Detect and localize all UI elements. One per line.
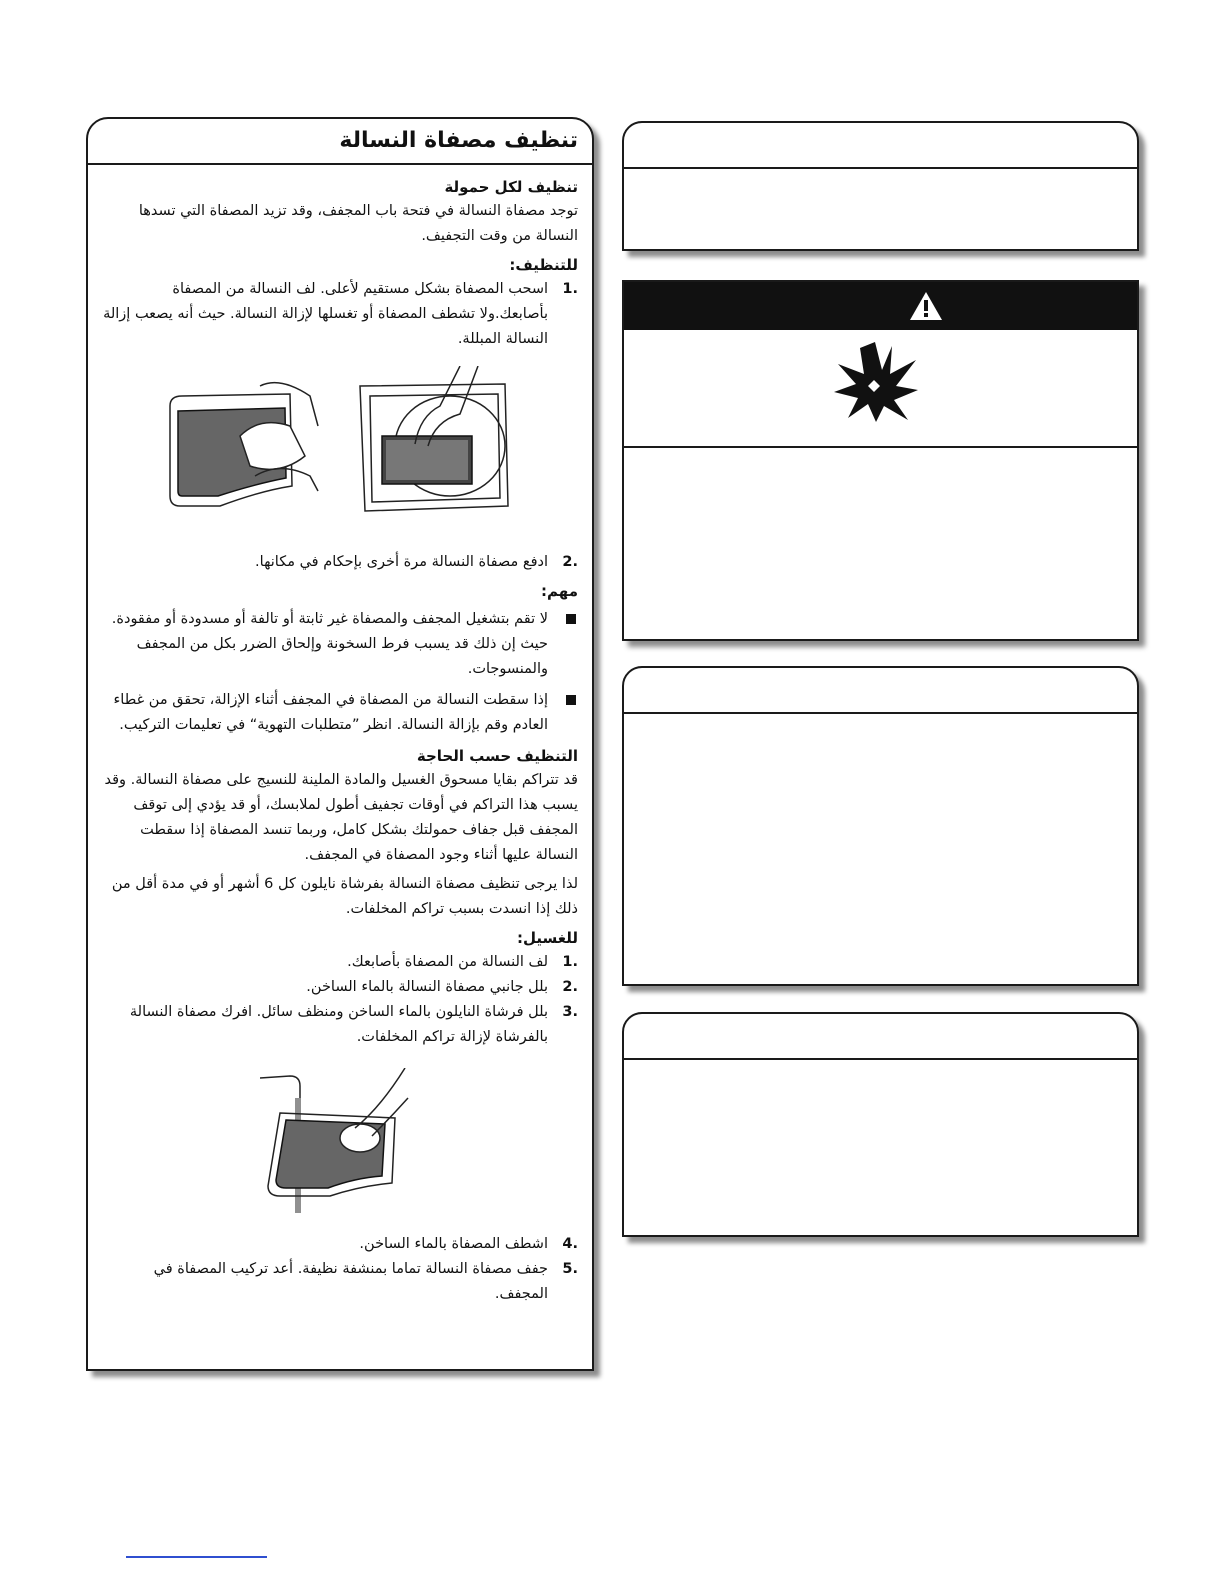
to-wash-heading: للغسيل:	[517, 929, 578, 947]
step-text: بلل فرشاة النايلون بالماء الساخن ومنظف سائل. افرك مصفاة النسالة بالفرشاة لإزالة تراكم المخلفات.	[129, 1004, 548, 1045]
wash-step	[102, 950, 578, 975]
right-panel-4-header	[624, 1014, 1137, 1060]
step-number: .2	[562, 979, 578, 995]
wash-step	[102, 1232, 578, 1257]
wash-filter-illustration	[260, 1068, 420, 1218]
warning-bar	[624, 282, 1137, 330]
right-panel-1-header	[624, 123, 1137, 169]
right-panel-3-header	[624, 668, 1137, 714]
bullet-square-icon	[566, 695, 576, 705]
step-number: .1	[562, 281, 578, 297]
step-number: .3	[562, 1004, 578, 1020]
as-needed-heading: التنظيف حسب الحاجة	[416, 747, 578, 765]
to-clean-heading: للتنظيف:	[509, 256, 578, 274]
every-load-text: توجد مصفاة النسالة في فتحة باب المجفف، وقد تزيد المصفاة التي تسدها النسالة من وقت التجفيف.	[138, 203, 578, 244]
as-needed-text: قد تتراكم بقايا مسحوق الغسيل والمادة الملينة للنسيج على مصفاة النسالة. وقد يسبب هذا التراكم في أوقات تجفيف أطول لملابسك، أو قد يؤدي إلى توقف المجفف قبل جفاف حمولتك بشكل كامل، وربما تنسد المصفاة إذا سقطت النسالة عليها أثناء وجود المصفاة في المجفف.	[104, 772, 578, 863]
remove-filter-illustration	[160, 366, 520, 516]
important-heading: مهم:	[541, 582, 578, 600]
wash-step	[102, 1257, 578, 1307]
lint-screen-cleaning-panel	[86, 117, 594, 1371]
warning-panel	[622, 280, 1139, 641]
clean-step	[102, 277, 578, 352]
warning-symbol-area	[624, 330, 1137, 448]
dryer-opening-drawing	[360, 366, 508, 511]
footer-link-underline	[126, 1556, 267, 1558]
important-bullets	[102, 607, 578, 738]
wash-steps-2	[102, 1232, 578, 1307]
step-number: .4	[562, 1236, 578, 1252]
bullet-text: لا تقم بتشغيل المجفف والمصفاة غير ثابتة أو تالفة أو مسدودة أو مفقودة. حيث إن ذلك قد يسبب فرط السخونة وإلحاق الضرر بكل من المجفف والمنسوجات.	[111, 611, 548, 677]
step-number: .1	[562, 954, 578, 970]
wash-filter-illustration-svg	[260, 1068, 420, 1218]
clean-step	[102, 550, 578, 575]
remove-filter-illustration-svg	[160, 366, 520, 516]
important-bullet	[102, 688, 578, 738]
step-text: جفف مصفاة النسالة تماما بمنشفة نظيفة. أعد تركيب المصفاة في المجفف.	[153, 1261, 548, 1302]
step-text: ادفع مصفاة النسالة مرة أخرى بإحكام في مكانها.	[255, 554, 548, 570]
right-panel-4	[622, 1012, 1139, 1237]
wash-steps-1	[102, 950, 578, 1050]
panel-body	[88, 165, 592, 1307]
step-text: لف النسالة من المصفاة بأصابعك.	[347, 954, 548, 970]
bullet-text: إذا سقطت النسالة من المصفاة في المجفف أثناء الإزالة، تحقق من غطاء العادم وقم بإزالة النسالة. انظر ”متطلبات التهوية“ في تعليمات التركيب.	[113, 692, 548, 733]
brush-text: لذا يرجى تنظيف مصفاة النسالة بفرشاة نايلون كل 6 أشهر أو في مدة أقل من ذلك إذا انسدت بسبب تراكم المخلفات.	[111, 876, 578, 917]
step-text: اشطف المصفاة بالماء الساخن.	[359, 1236, 548, 1252]
step-text: اسحب المصفاة بشكل مستقيم لأعلى. لف النسالة من المصفاة بأصابعك.ولا تشطف المصفاة أو تغسلها لإزالة النسالة. حيث أنه يصعب إزالة النسالة المبللة.	[103, 281, 548, 347]
step-number: .2	[562, 554, 578, 570]
warning-triangle-icon	[908, 290, 944, 322]
clean-steps-1	[102, 277, 578, 352]
wash-step	[102, 1000, 578, 1050]
step-text: بلل جانبي مصفاة النسالة بالماء الساخن.	[306, 979, 548, 995]
step-number: .5	[562, 1261, 578, 1277]
right-panel-1	[622, 121, 1139, 251]
right-panel-3	[622, 666, 1139, 986]
filter-cleaning-drawing	[170, 383, 318, 506]
bullet-square-icon	[566, 614, 576, 624]
clean-steps-2	[102, 550, 578, 575]
page-title: تنظيف مصفاة النسالة	[88, 119, 592, 165]
explosion-hazard-icon	[830, 340, 920, 424]
every-load-heading: تنظيف لكل حمولة	[444, 178, 578, 196]
important-bullet	[102, 607, 578, 682]
wash-step	[102, 975, 578, 1000]
